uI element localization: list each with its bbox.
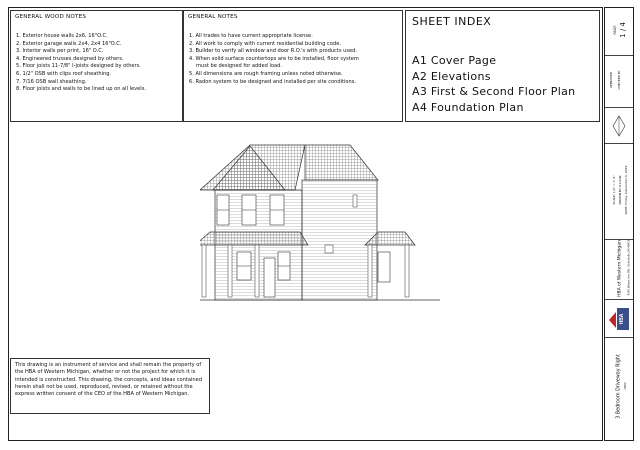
title-block: [604, 7, 634, 441]
project-name: 3 Bedroom Driveway Right: [616, 354, 622, 419]
general-notes-box: [183, 10, 403, 122]
organization-cell: [605, 240, 633, 300]
wood-note-item: 8. Floor joists and walls to be lined up on all levels.: [16, 86, 147, 93]
scale-text: SCALE: 1/4" = 1'-0": [612, 175, 616, 205]
garage-body: [302, 180, 377, 300]
approved-label: APPROVED: [609, 71, 613, 89]
org-address: 4145 Wilson Ave SW · Grandville, MI 49418: [627, 239, 631, 296]
project-cell: [605, 338, 633, 440]
page-label: PAGE: [613, 25, 617, 35]
general-note-item: 2. All work to comply with current residential building code.: [189, 40, 341, 47]
side-door: [378, 252, 390, 282]
general-wood-notes-box: [10, 10, 183, 122]
page-number-cell: [605, 8, 633, 56]
symbol-cell: [605, 108, 633, 144]
general-note-item: 5. All dimensions are rough framing unless noted otherwise.: [189, 70, 343, 77]
project-sub: 1862: [623, 382, 627, 390]
general-note-item: 3. Builder to verify all window and door R.O.'s with products used.: [189, 48, 357, 55]
general-note-item: 4. When solid surface countertops are to be installed, floor system: [189, 55, 359, 62]
disclaimer-text: This drawing is an instrument of service and shall remain the property of the HBA of Western Michigan, whether or not the project for which it is intended is constructed. This drawing, the concepts, and ideas contained herein shall not be used, reproduced, revised, or retained without the express written consent of the CEO of the HBA of Western Michigan.: [15, 362, 203, 398]
wood-note-item: 6. 1/2" OSB with clips roof sheathing.: [16, 70, 112, 77]
sheet-index-title: SHEET INDEX: [412, 15, 492, 28]
wood-note-item: 1. Exterior house walls 2x6, 16"O.C.: [16, 33, 108, 39]
logo-text: HBA: [619, 313, 625, 325]
org-name: HBA of Western Michigan: [617, 240, 623, 297]
sheet-index-box: [405, 10, 600, 122]
general-notes-title: GENERAL NOTES: [188, 14, 238, 20]
porch-roof: [200, 232, 308, 245]
sheet-index-item: A1 Cover Page: [412, 54, 497, 67]
drawn-by-text: DRAWN BY: K.LAUN: [618, 175, 622, 205]
house-front-elevation-drawing: [200, 140, 440, 310]
sheet-index-item: A2 Elevations: [412, 69, 491, 83]
checked-label: CHECKED BY: [617, 70, 621, 90]
general-note-item: must be designed for added load.: [196, 63, 283, 70]
wood-note-item: 3. Interior walls per print, 16" O.C.: [16, 48, 104, 55]
general-notes-list: [189, 33, 399, 86]
sheet-index-item: A4 Foundation Plan: [412, 100, 524, 114]
wood-note-item: 7. 7/16 OSB wall sheathing.: [16, 78, 87, 85]
logo-cell: [605, 300, 633, 338]
general-note-item: 1. All trades to have current appropriate license.: [189, 33, 313, 39]
sheet-index-item: A3 First & Second Floor Plan: [412, 85, 576, 98]
disclaimer-box: [10, 358, 210, 414]
garage-roof: [305, 145, 378, 180]
front-door: [264, 258, 275, 297]
wood-notes-list: [16, 33, 179, 94]
wood-notes-title: GENERAL WOOD NOTES: [15, 14, 87, 20]
compass-icon: [605, 108, 633, 144]
drawing-info-cell: [605, 144, 633, 240]
page-number: 1 / 4: [619, 22, 627, 38]
wood-note-item: 4. Engineered trusses designed by others.: [16, 55, 124, 62]
sheet-index-list: [412, 53, 575, 115]
approval-cell: [605, 56, 633, 108]
general-note-item: 6. Radon system to be designed and installed per site conditions.: [189, 78, 357, 85]
wood-note-item: 2. Exterior garage walls 2x4, 2x4 16"O.C.: [16, 40, 122, 47]
wood-note-item: 5. Floor joists 11-7/8" I-joists designed by others.: [16, 63, 141, 70]
date-text: DATE: Friday, December 6, 2019: [624, 165, 628, 215]
hba-logo-icon: [605, 300, 633, 338]
